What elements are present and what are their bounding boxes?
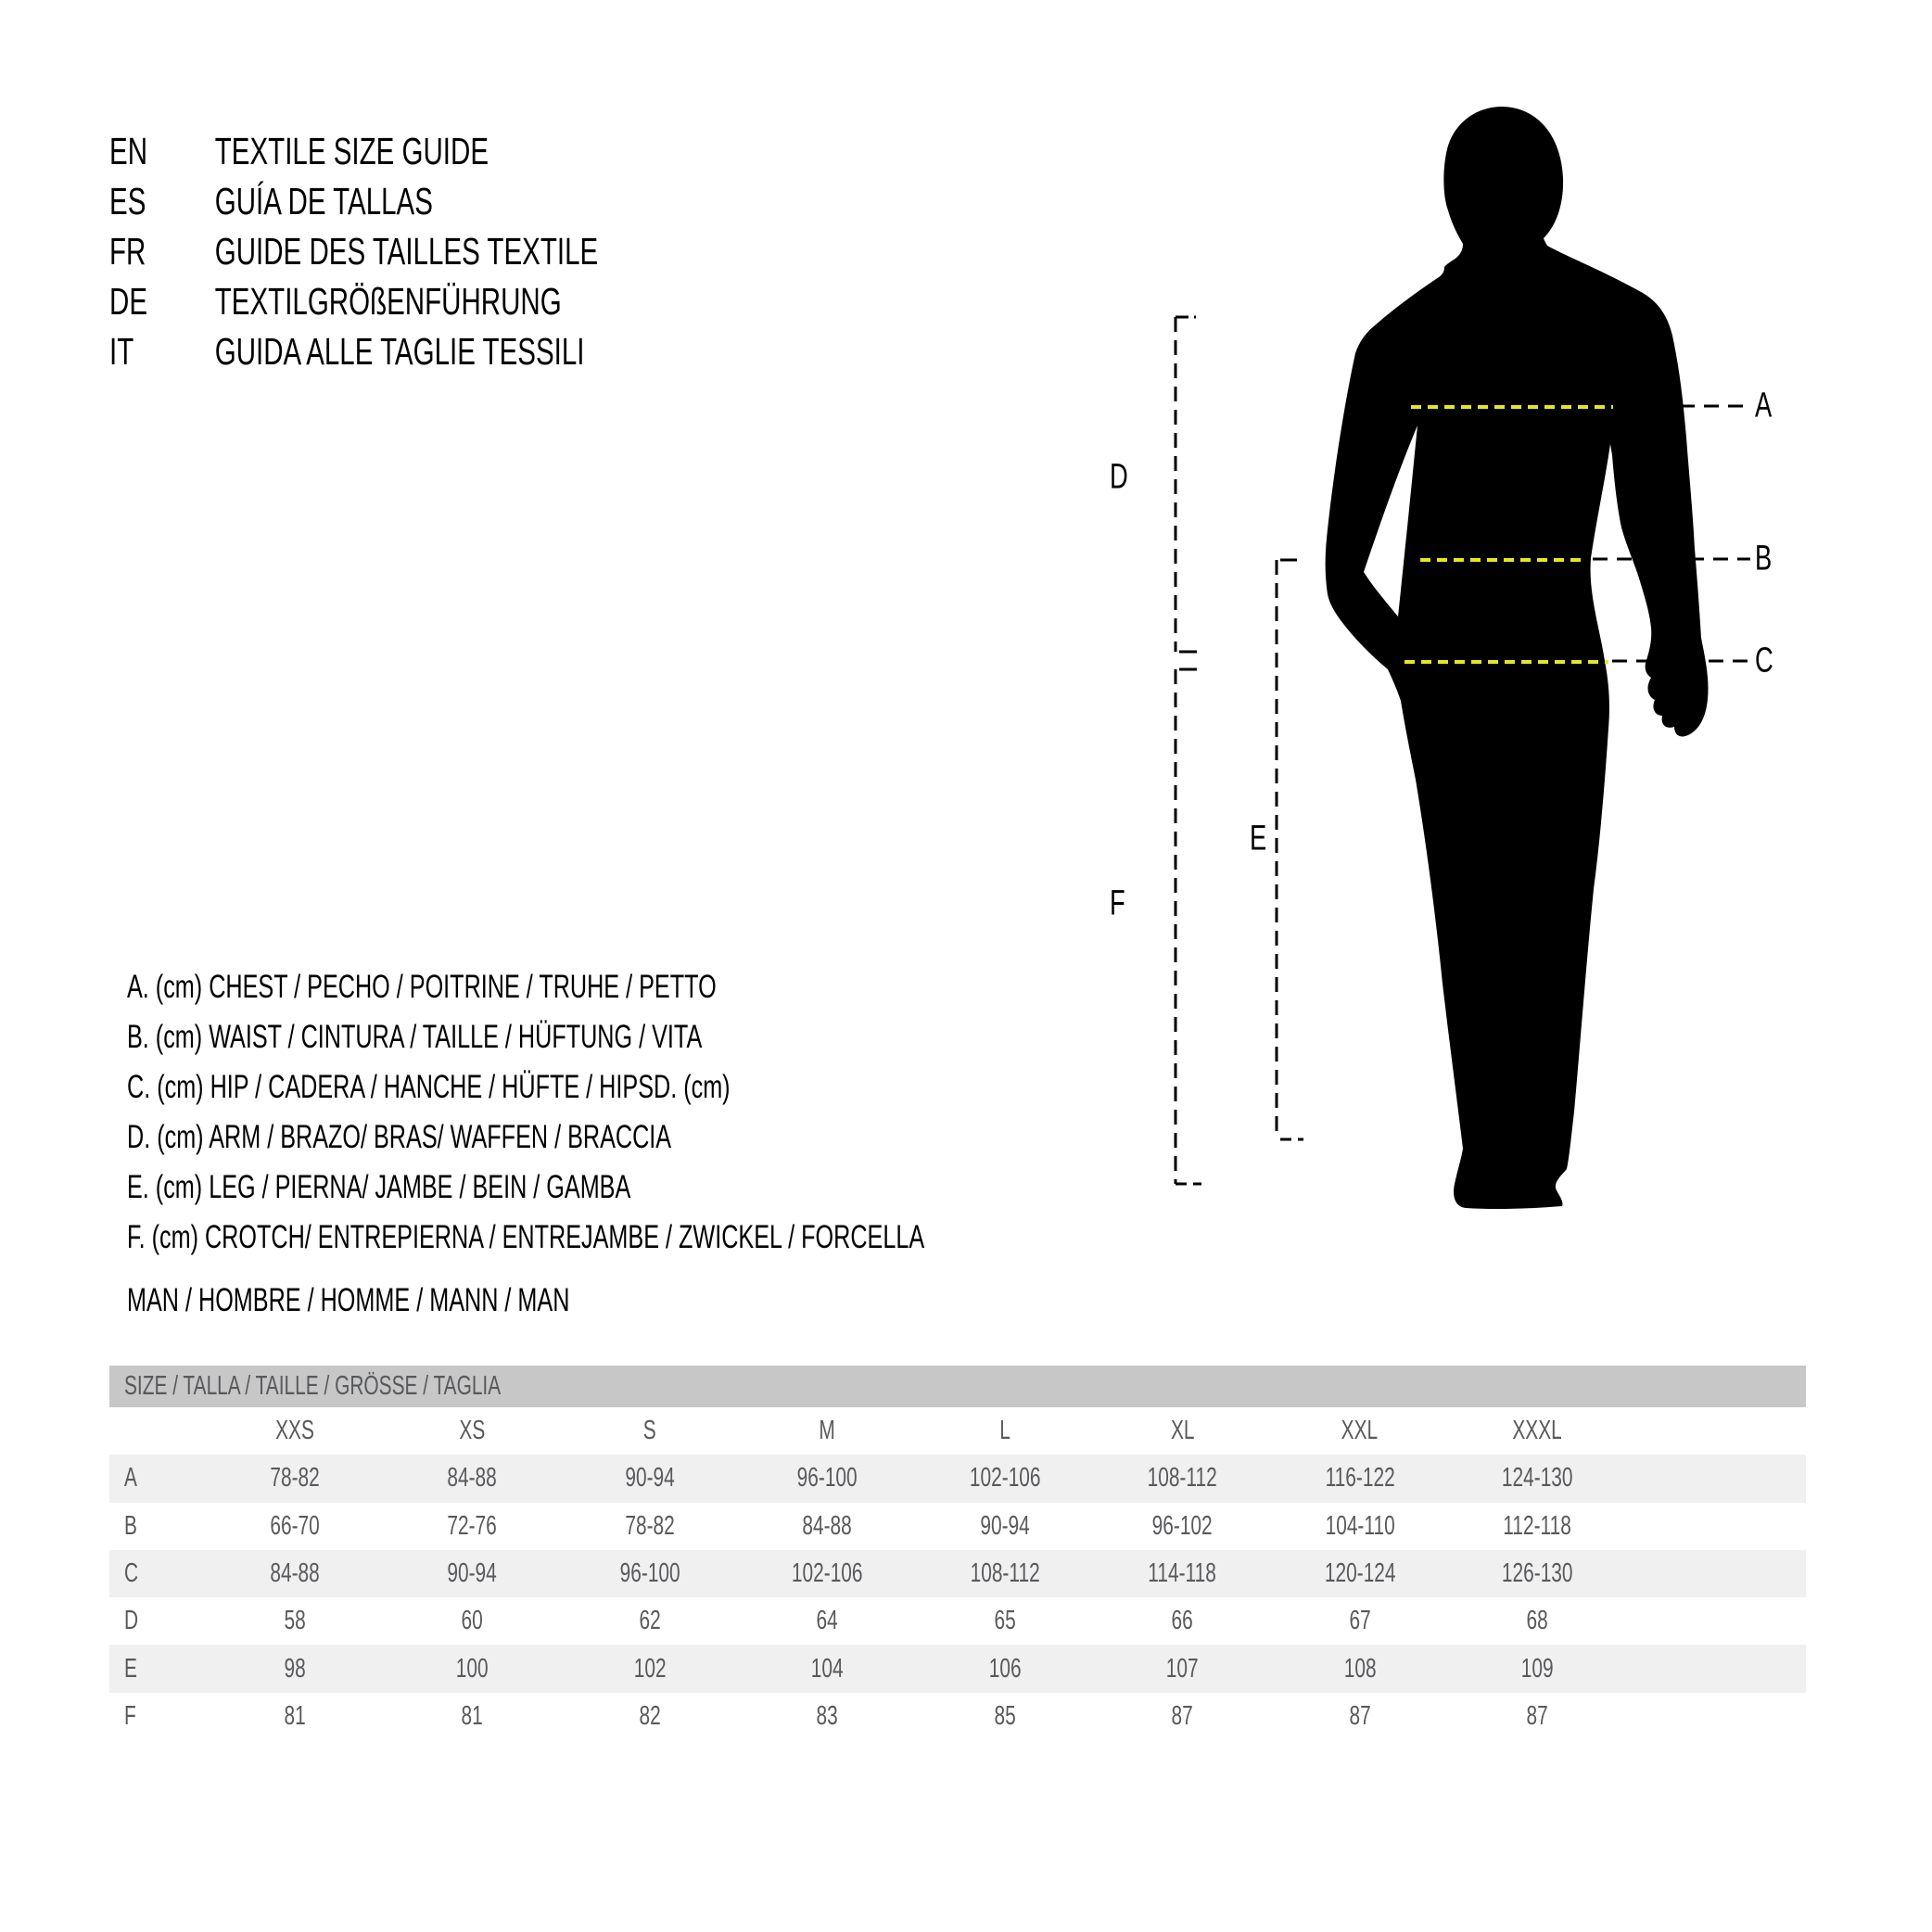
title-text: GUÍA DE TALLAS: [214, 180, 433, 222]
table-cell: 100: [455, 1653, 489, 1684]
language-code: EN: [109, 130, 148, 172]
leg-label: E: [1250, 819, 1267, 858]
column-header: XL: [1170, 1416, 1195, 1446]
chest-label: A: [1755, 386, 1773, 426]
table-cell: 108-112: [970, 1558, 1040, 1589]
table-cell: 90-94: [980, 1510, 1030, 1541]
title-text: TEXTILGRÖßENFÜHRUNG: [214, 280, 562, 323]
table-cell: 87: [1526, 1700, 1548, 1731]
row-label: F: [124, 1700, 136, 1731]
table-cell: 60: [461, 1606, 483, 1636]
size-table: [109, 1366, 1806, 1740]
legend-waist: B. (cm) WAIST / CINTURA / TAILLE / HÜFTUNG / VITA: [127, 1019, 703, 1055]
table-cell: 98: [284, 1653, 306, 1684]
table-row-leg: [109, 1645, 1806, 1692]
legend-crotch: F. (cm) CROTCH/ ENTREPIERNA / ENTREJAMBE / ZWICKEL / FORCELLA: [127, 1219, 925, 1255]
table-cell: 114-118: [1148, 1558, 1217, 1589]
row-label: B: [124, 1510, 137, 1541]
column-header: XXS: [274, 1416, 314, 1446]
table-cell: 102: [633, 1653, 667, 1684]
table-cell: 109: [1520, 1653, 1554, 1684]
table-row-waist: [109, 1503, 1806, 1550]
man-silhouette: [1326, 107, 1709, 1209]
table-cell: 66: [1171, 1606, 1193, 1636]
title-text: TEXTILE SIZE GUIDE: [214, 130, 489, 172]
crotch-label: F: [1110, 883, 1125, 923]
column-header: M: [819, 1416, 835, 1446]
table-cell: 90-94: [447, 1558, 497, 1589]
row-label: E: [124, 1653, 137, 1684]
table-cell: 68: [1526, 1606, 1548, 1636]
title-text: GUIDA ALLE TAGLIE TESSILI: [214, 330, 585, 373]
table-cell: 84-88: [802, 1510, 852, 1541]
language-code: IT: [109, 330, 134, 373]
table-cell: 65: [994, 1606, 1016, 1636]
table-cell: 104-110: [1325, 1510, 1395, 1541]
column-header: XXL: [1341, 1416, 1379, 1446]
table-cell: 62: [639, 1606, 661, 1636]
table-cell: 90-94: [625, 1463, 675, 1493]
table-cell: 116-122: [1325, 1463, 1395, 1493]
hip-label: C: [1755, 641, 1773, 680]
category-line: MAN / HOMBRE / HOMME / MANN / MAN: [127, 1282, 570, 1318]
table-cell: 78-82: [625, 1510, 675, 1541]
row-label: A: [124, 1463, 137, 1493]
table-cell: 126-130: [1501, 1558, 1573, 1589]
table-cell: 72-76: [447, 1510, 497, 1541]
title-language-block: [109, 126, 788, 376]
language-code: FR: [109, 230, 146, 273]
table-cell: 87: [1171, 1700, 1193, 1731]
column-header: XS: [459, 1416, 486, 1446]
table-row-crotch: [109, 1693, 1806, 1740]
measurement-legend: [127, 962, 1235, 1263]
table-row-chest: [109, 1455, 1806, 1502]
table-cell: 78-82: [270, 1463, 320, 1493]
table-cell: 120-124: [1324, 1558, 1396, 1589]
legend-chest: A. (cm) CHEST / PECHO / POITRINE / TRUHE / PETTO: [127, 969, 717, 1005]
table-cell: 81: [461, 1700, 483, 1731]
table-row-arm: [109, 1597, 1806, 1645]
table-cell: 112-118: [1503, 1510, 1572, 1541]
title-row-it: [109, 326, 788, 376]
column-header: L: [998, 1416, 1010, 1446]
title-row-en: [109, 126, 788, 176]
table-cell: 83: [816, 1700, 838, 1731]
title-row-fr: [109, 226, 788, 276]
table-cell: 81: [284, 1700, 306, 1731]
title-text: GUIDE DES TAILLES TEXTILE: [214, 230, 599, 273]
table-cell: 104: [810, 1653, 844, 1684]
legend-arm: D. (cm) ARM / BRAZO/ BRAS/ WAFFEN / BRACCIA: [127, 1119, 672, 1155]
table-cell: 96-102: [1151, 1510, 1213, 1541]
table-cell: 96-100: [619, 1558, 680, 1589]
waist-label: B: [1755, 539, 1773, 578]
arm-label: D: [1110, 457, 1128, 497]
size-columns-row: [109, 1407, 1806, 1455]
size-table-header-text: SIZE / TALLA / TAILLE / GRÖSSE / TAGLIA: [124, 1371, 502, 1401]
legend-leg: E. (cm) LEG / PIERNA/ JAMBE / BEIN / GAMBA: [127, 1169, 631, 1205]
table-cell: 102-106: [969, 1463, 1041, 1493]
size-table-header: [109, 1366, 1806, 1407]
table-cell: 108: [1343, 1653, 1377, 1684]
table-cell: 107: [1165, 1653, 1199, 1684]
table-cell: 87: [1349, 1700, 1371, 1731]
table-cell: 102-106: [791, 1558, 863, 1589]
title-row-de: [109, 276, 788, 326]
language-code: ES: [109, 180, 146, 222]
row-label: D: [124, 1606, 139, 1636]
table-cell: 106: [988, 1653, 1022, 1684]
column-header: S: [642, 1416, 656, 1446]
table-cell: 84-88: [447, 1463, 497, 1493]
language-code: DE: [109, 280, 148, 323]
table-cell: 66-70: [270, 1510, 320, 1541]
table-cell: 85: [994, 1700, 1016, 1731]
table-cell: 82: [639, 1700, 661, 1731]
legend-hip: C. (cm) HIP / CADERA / HANCHE / HÜFTE / HIPSD. (cm): [127, 1069, 731, 1105]
table-cell: 64: [816, 1606, 838, 1636]
table-row-hip: [109, 1550, 1806, 1597]
table-cell: 84-88: [270, 1558, 320, 1589]
row-label: C: [124, 1558, 139, 1589]
table-cell: 108-112: [1147, 1463, 1217, 1493]
table-cell: 96-100: [796, 1463, 858, 1493]
column-header: XXXL: [1512, 1416, 1562, 1446]
table-cell: 67: [1349, 1606, 1371, 1636]
title-row-es: [109, 176, 788, 226]
table-cell: 124-130: [1501, 1463, 1573, 1493]
table-cell: 58: [284, 1606, 306, 1636]
